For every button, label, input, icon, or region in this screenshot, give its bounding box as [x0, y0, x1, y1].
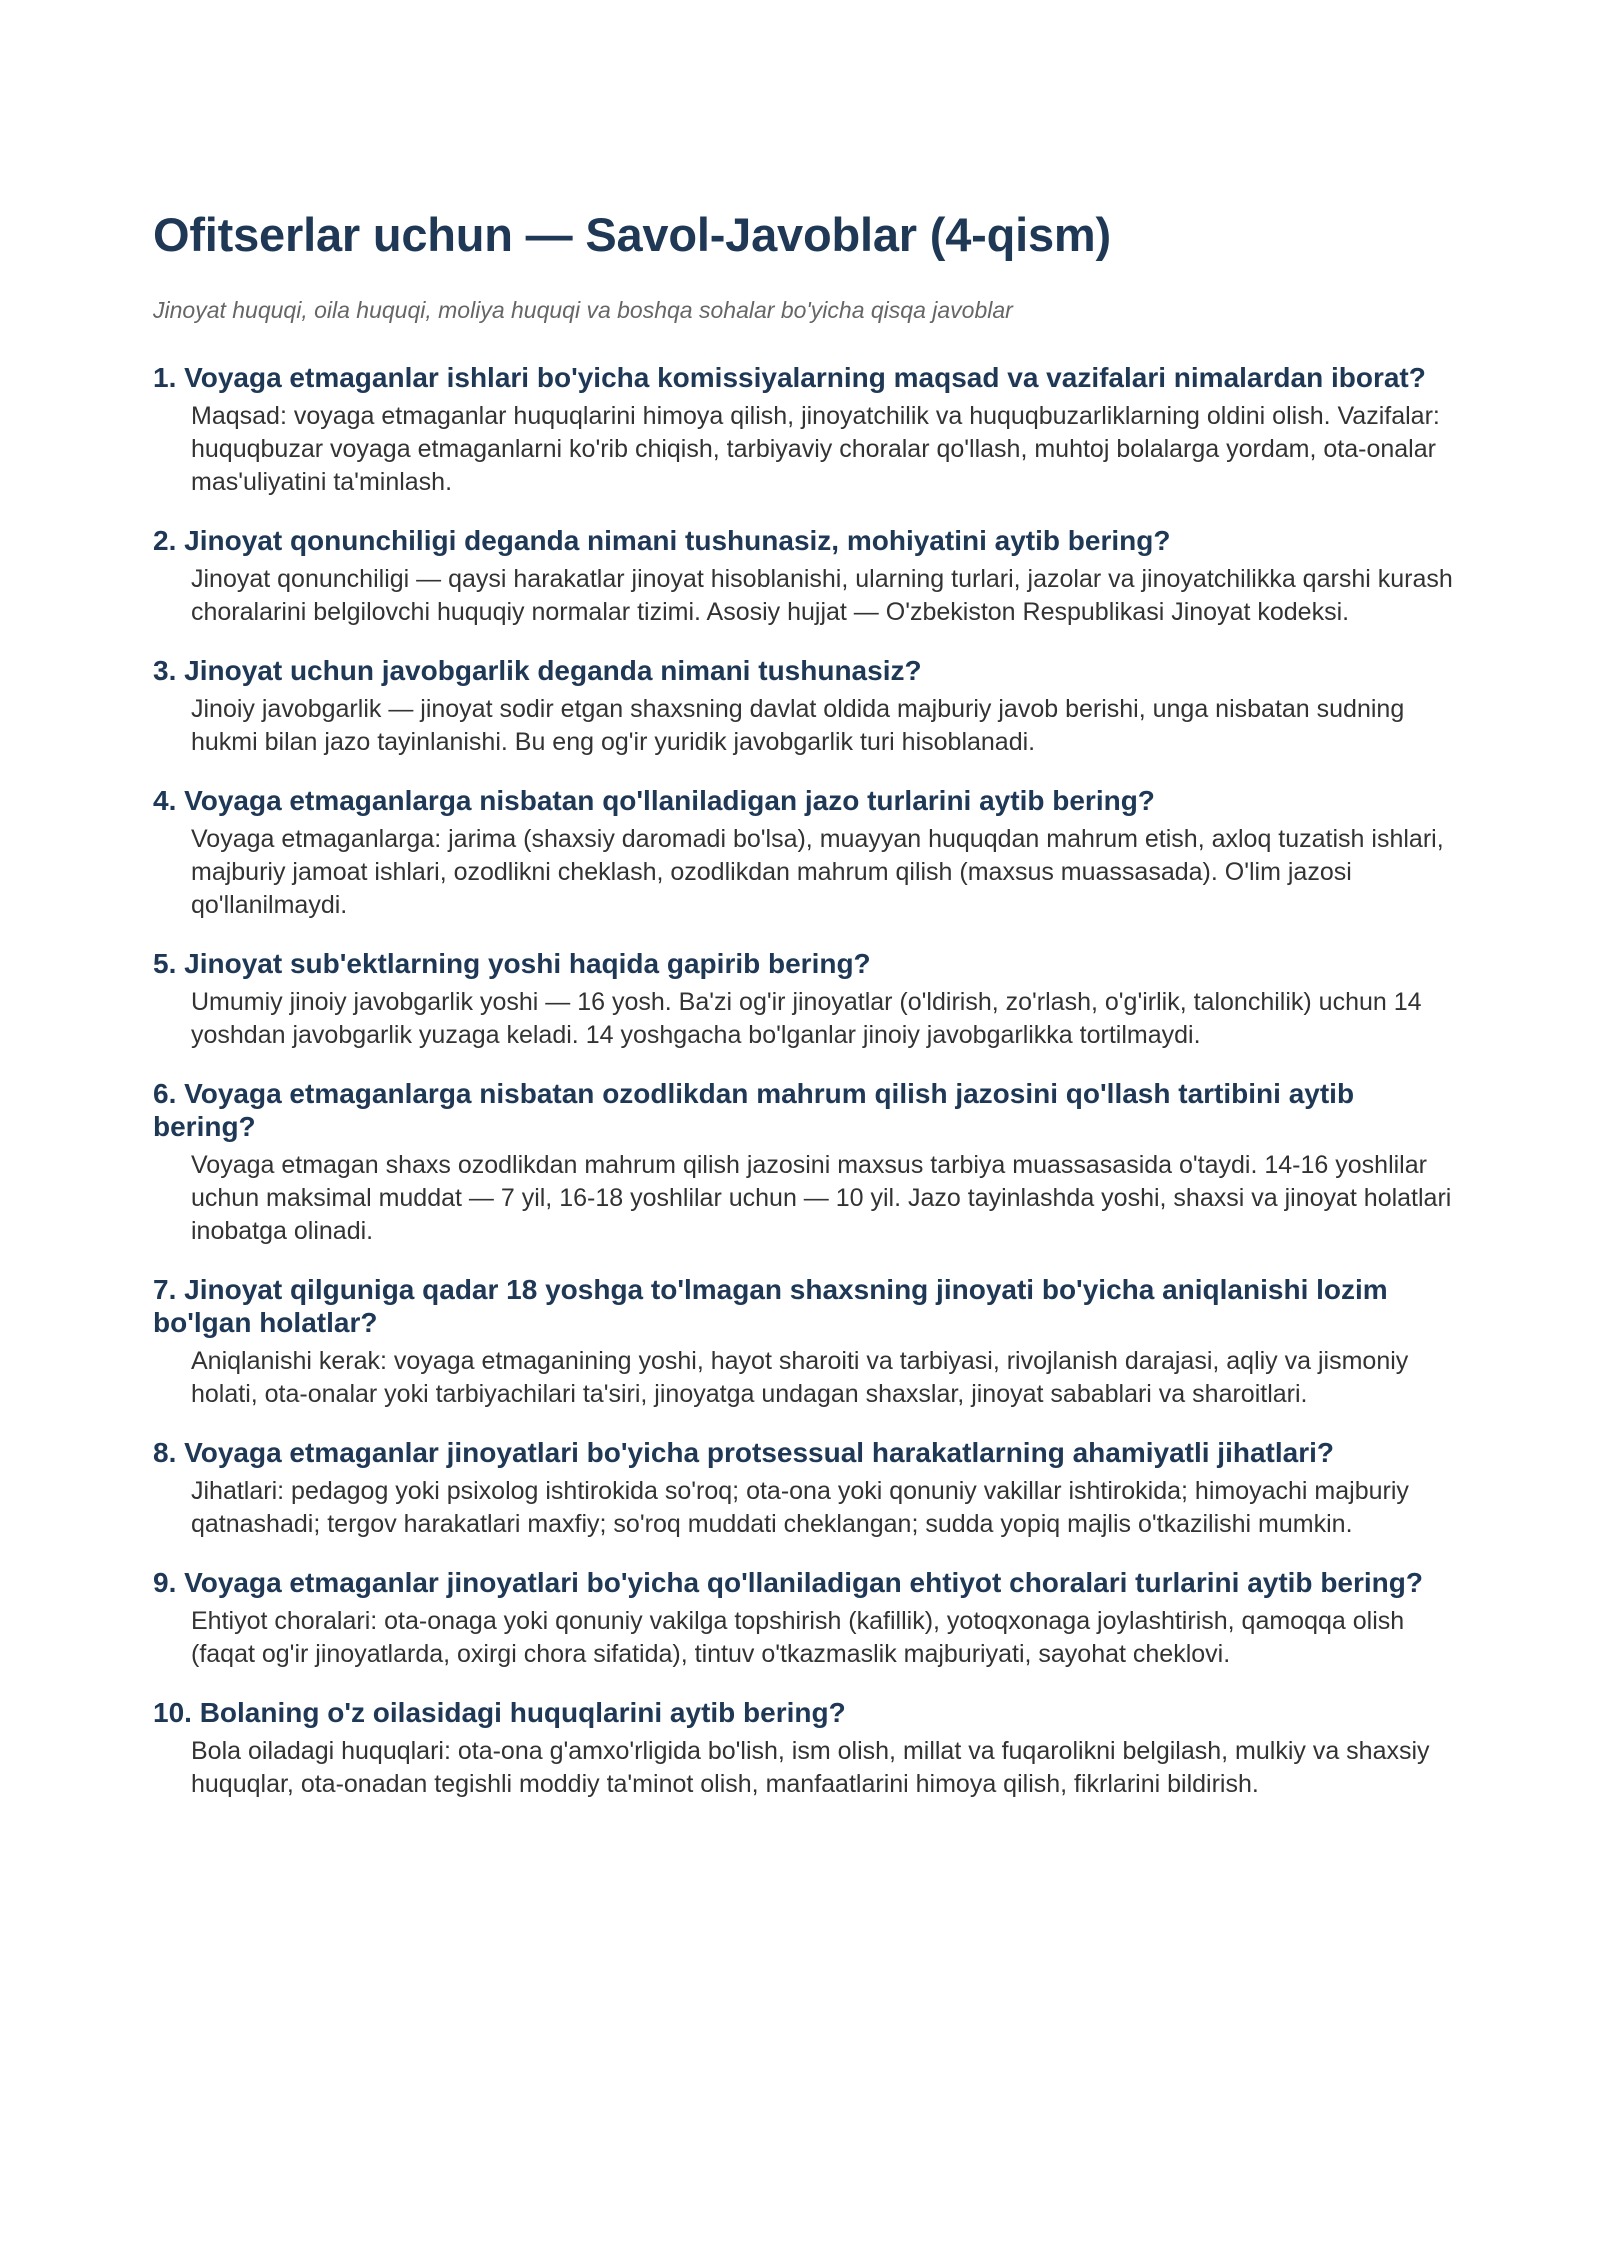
answer: Voyaga etmagan shaxs ozodlikdan mahrum qilish jazosini maxsus tarbiya muassasasida o'taydi. 14-16 yoshlilar uchun maksimal muddat — 7 yil, 16-18 yoshlilar uchun — 10 yil. Jazo tayinlashda yoshi, shaxsi va jinoyat holatlari inobatga olinadi. — [191, 1151, 1452, 1245]
question: 4. Voyaga etmaganlarga nisbatan qo'llaniladigan jazo turlarini aytib bering? — [153, 785, 1155, 816]
qa-item-4 — [153, 784, 1453, 922]
qa-item-9 — [153, 1566, 1453, 1671]
qa-item-6 — [153, 1077, 1453, 1248]
answer: Jihatlari: pedagog yoki psixolog ishtirokida so'roq; ota-ona yoki qonuniy vakillar ishtirokida; himoyachi majburiy qatnashadi; tergov harakatlari maxfiy; so'roq muddati cheklangan; sudda yopiq majlis o'tkazilishi mumkin. — [191, 1477, 1409, 1538]
question: 5. Jinoyat sub'ektlarning yoshi haqida gapirib bering? — [153, 948, 871, 979]
qa-item-5 — [153, 947, 1453, 1052]
answer: Voyaga etmaganlarga: jarima (shaxsiy daromadi bo'lsa), muayyan huquqdan mahrum etish, axloq tuzatish ishlari, majburiy jamoat ishlari, ozodlikni cheklash, ozodlikdan mahrum qilish (maxsus muassasada). O'lim jazosi qo'llanilmaydi. — [191, 825, 1444, 919]
question: 3. Jinoyat uchun javobgarlik deganda nimani tushunasiz? — [153, 655, 922, 686]
answer: Umumiy jinoiy javobgarlik yoshi — 16 yosh. Ba'zi og'ir jinoyatlar (o'ldirish, zo'rlash, o'g'irlik, talonchilik) uchun 14 yoshdan javobgarlik yuzaga keladi. 14 yoshgacha bo'lganlar jinoiy javobgarlikka tortilmaydi. — [191, 988, 1422, 1049]
answer: Maqsad: voyaga etmaganlar huquqlarini himoya qilish, jinoyatchilik va huquqbuzarliklarning oldini olish. Vazifalar: huquqbuzar voyaga etmaganlarni ko'rib chiqish, tarbiyaviy choralar qo'llash, muhtoj bolalarga yordam, ota-onalar mas'uliyatini ta'minlash. — [191, 402, 1440, 496]
qa-list — [153, 361, 1453, 1801]
page-subtitle: Jinoyat huquqi, oila huquqi, moliya huquqi va boshqa sohalar bo'yicha qisqa javoblar — [153, 297, 1013, 323]
qa-item-8 — [153, 1436, 1453, 1541]
answer: Bola oiladagi huquqlari: ota-ona g'amxo'rligida bo'lish, ism olish, millat va fuqarolikni belgilash, mulkiy va shaxsiy huquqlar, ota-onadan tegishli moddiy ta'minot olish, manfaatlarini himoya qilish, fikrlarini bildirish. — [191, 1737, 1430, 1798]
answer: Jinoiy javobgarlik — jinoyat sodir etgan shaxsning davlat oldida majburiy javob berishi, unga nisbatan sudning hukmi bilan jazo tayinlanishi. Bu eng og'ir yuridik javobgarlik turi hisoblanadi. — [191, 695, 1405, 756]
qa-item-3 — [153, 654, 1453, 759]
question: 7. Jinoyat qilguniga qadar 18 yoshga to'lmagan shaxsning jinoyati bo'yicha aniqlanishi lozim bo'lgan holatlar? — [153, 1274, 1388, 1338]
question: 10. Bolaning o'z oilasidagi huquqlarini aytib bering? — [153, 1697, 846, 1728]
question: 1. Voyaga etmaganlar ishlari bo'yicha komissiyalarning maqsad va vazifalari nimalardan iborat? — [153, 362, 1426, 393]
answer: Aniqlanishi kerak: voyaga etmaganining yoshi, hayot sharoiti va tarbiyasi, rivojlanish darajasi, aqliy va jismoniy holati, ota-onalar yoki tarbiyachilari ta'siri, jinoyatga undagan shaxslar, jinoyat sabablari va sharoitlari. — [191, 1347, 1409, 1408]
question: 2. Jinoyat qonunchiligi deganda nimani tushunasiz, mohiyatini aytib bering? — [153, 525, 1171, 556]
qa-item-10 — [153, 1696, 1453, 1801]
document-page — [153, 205, 1453, 1826]
question: 8. Voyaga etmaganlar jinoyatlari bo'yicha protsessual harakatlarning ahamiyatli jihatlari? — [153, 1437, 1334, 1468]
question: 9. Voyaga etmaganlar jinoyatlari bo'yicha qo'llaniladigan ehtiyot choralari turlarini aytib bering? — [153, 1567, 1423, 1598]
answer: Jinoyat qonunchiligi — qaysi harakatlar jinoyat hisoblanishi, ularning turlari, jazolar va jinoyatchilikka qarshi kurash choralarini belgilovchi huquqiy normalar tizimi. Asosiy hujjat — O'zbekiston Respublikasi Jinoyat kodeksi. — [191, 565, 1453, 626]
qa-item-7 — [153, 1273, 1453, 1411]
answer: Ehtiyot choralari: ota-onaga yoki qonuniy vakilga topshirish (kafillik), yotoqxonaga joylashtirish, qamoqqa olish (faqat og'ir jinoyatlarda, oxirgi chora sifatida), tintuv o'tkazmaslik majburiyati, sayohat cheklovi. — [191, 1607, 1405, 1668]
page-title: Ofitserlar uchun — Savol-Javoblar (4-qism) — [153, 208, 1111, 261]
question: 6. Voyaga etmaganlarga nisbatan ozodlikdan mahrum qilish jazosini qo'llash tartibini aytib bering? — [153, 1078, 1355, 1142]
qa-item-1 — [153, 361, 1453, 499]
qa-item-2 — [153, 524, 1453, 629]
